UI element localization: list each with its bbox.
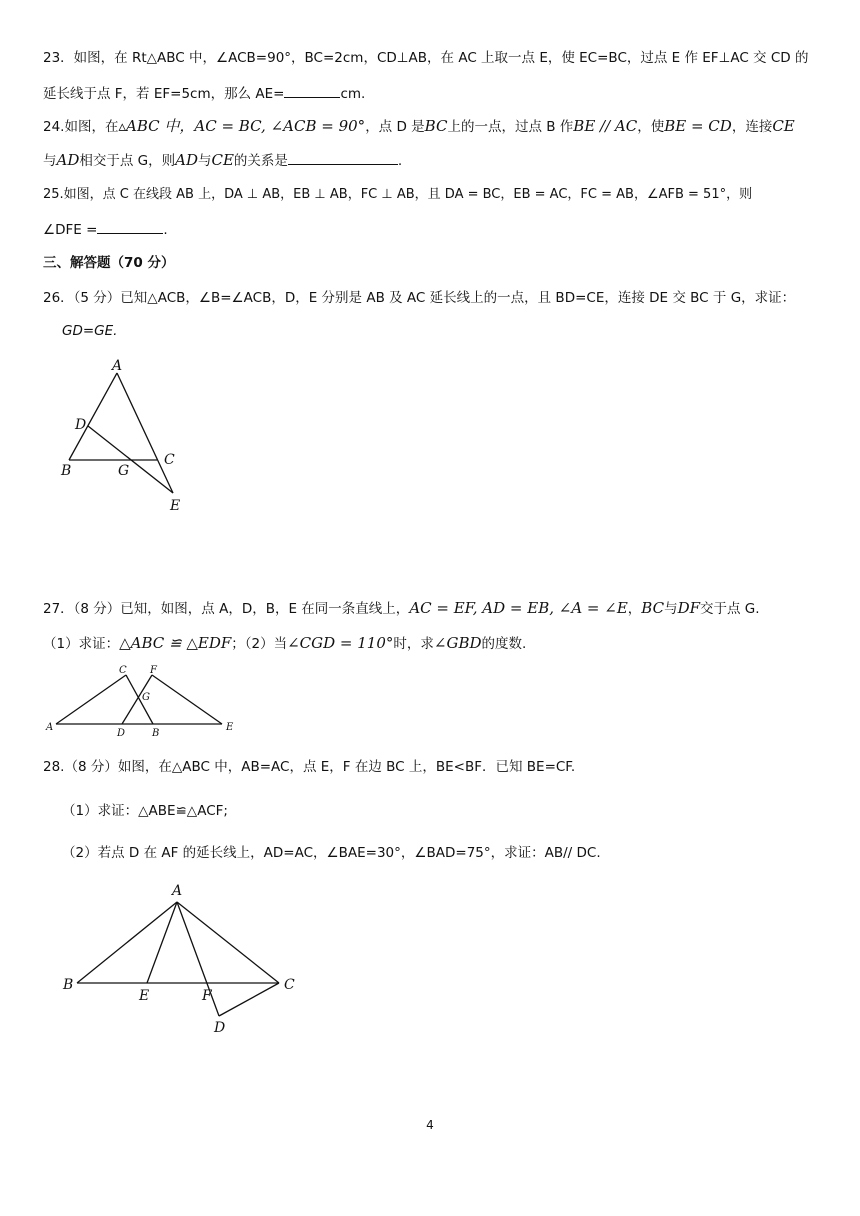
q27-math-2: BC — [641, 599, 665, 617]
q26-label-E: E — [170, 498, 181, 514]
q27-figure — [40, 662, 245, 742]
q27-label-F: F — [150, 665, 157, 676]
q27-line1 — [43, 598, 820, 619]
q28-label-B: B — [63, 977, 74, 993]
q24-math-1: ▵ABC 中，AC = BC, ∠ACB = 90° — [118, 117, 366, 135]
q26-label-B: B — [61, 463, 72, 479]
q27-label-C: C — [119, 665, 127, 676]
q28-label-C: C — [284, 977, 295, 993]
q28-label-F: F — [202, 988, 212, 1004]
q23-line2 — [43, 83, 820, 104]
q23-text-b: cm. — [340, 86, 366, 102]
q23-text-a: 延长线于点 F，若 EF=5cm，那么 AE= — [43, 86, 285, 102]
q28-label-D: D — [214, 1020, 226, 1036]
page-number: 4 — [426, 1118, 434, 1132]
q28-label-E: E — [139, 988, 150, 1004]
q23-answer-blank — [284, 83, 340, 98]
section-heading: 三、解答题（70 分） — [43, 255, 175, 271]
q27-text-d: 交于点 G. — [700, 601, 760, 617]
q25-line1: 25.如图，点 C 在线段 AB 上，DA ⊥ AB，EB ⊥ AB，FC ⊥ AB，且 DA = BC，EB = AC，FC = AB，∠AFB = 51°，则 — [43, 187, 753, 202]
q27-label-B: B — [152, 728, 160, 739]
q27-math-5: ∠CGD = 110° — [287, 634, 394, 652]
q27-label-G: G — [142, 692, 150, 703]
q24-text-a: 24.如图，在 — [43, 119, 119, 135]
q24-math-3: BE // AC — [573, 117, 638, 135]
q24-math-7: AD — [175, 151, 198, 169]
q24-text-i: 的关系是 — [233, 153, 288, 169]
q27-text-e: （1）求证： — [43, 636, 120, 652]
q27-text-b: ， — [627, 601, 642, 617]
q25-answer-blank — [97, 219, 163, 234]
q24-text-e: ，连接 — [731, 119, 773, 135]
q24-text-c: 上的一点，过点 B 作 — [447, 119, 574, 135]
q26-line2: GD=GE. — [62, 323, 118, 339]
q28-line3: （2）若点 D 在 AF 的延长线上，AD=AC，∠BAE=30°，∠BAD=75°，求证：AB// DC. — [62, 845, 601, 861]
q28-segment-DC — [219, 983, 279, 1016]
q27-segment-FE — [152, 675, 222, 724]
q24-math-6: AD — [56, 151, 80, 169]
q27-label-E: E — [226, 722, 234, 733]
q24-math-8: CE — [211, 151, 234, 169]
q24-math-5: CE — [772, 117, 795, 135]
q24-text-g: 相交于点 G，则 — [79, 153, 176, 169]
q27-math-6: ∠GBD — [433, 634, 482, 652]
q27-math-1: AC = EF, AD = EB, ∠A = ∠E — [409, 599, 628, 617]
q26-label-A: A — [112, 358, 123, 374]
q25-text-b: . — [163, 222, 168, 238]
q27-text-f: ；（2）当 — [231, 636, 288, 652]
q27-label-D: D — [117, 728, 126, 739]
q27-math-4: △ABC ≌ △EDF — [119, 634, 232, 652]
q26-label-G: G — [118, 463, 130, 479]
q27-text-g: 时，求 — [393, 636, 434, 652]
q26-label-C: C — [164, 452, 175, 468]
q24-line1 — [43, 116, 820, 137]
q27-text-a: 27．（8 分）已知，如图，点 A，D，B，E 在同一条直线上， — [43, 601, 410, 617]
q28-line2: （1）求证：△ABE≌△ACF; — [62, 803, 228, 819]
q27-text-h: 的度数. — [481, 636, 527, 652]
q24-math-2: BC — [424, 117, 448, 135]
q26-line1: 26．（5 分）已知△ACB，∠B=∠ACB，D，E 分别是 AB 及 AC 延长线上的一点，且 BD=CE，连接 DE 交 BC 于 G，求证： — [43, 290, 796, 306]
q24-text-h: 与 — [197, 153, 212, 169]
q28-label-A: A — [172, 883, 183, 899]
q24-line2 — [43, 150, 820, 171]
q27-text-c: 与 — [664, 601, 678, 617]
q26-figure — [55, 355, 195, 520]
q24-text-f: 与 — [43, 153, 57, 169]
q27-label-A: A — [46, 722, 54, 733]
q28-figure — [55, 875, 315, 1040]
q27-segment-AC — [56, 675, 126, 724]
q24-text-j: . — [397, 153, 403, 169]
q27-line2 — [43, 633, 820, 654]
q24-answer-blank — [288, 150, 398, 165]
q24-text-d: ，使 — [637, 119, 665, 135]
q25-line2 — [43, 219, 820, 240]
q25-text-a: ∠DFE = — [43, 222, 98, 238]
q24-text-b: ，点 D 是 — [365, 119, 425, 135]
q28-line1: 28.（8 分）如图，在△ABC 中，AB=AC，点 E，F 在边 BC 上，BE<BF．已知 BE=CF. — [43, 759, 576, 775]
q27-math-3: DF — [677, 599, 700, 617]
q26-label-D: D — [75, 417, 87, 433]
q23-line1: 23．如图，在 Rt△ABC 中，∠ACB=90°，BC=2cm，CD⊥AB，在 AC 上取一点 E，使 EC=BC，过点 E 作 EF⊥AC 交 CD 的 — [43, 50, 809, 66]
q24-math-4: BE = CD — [664, 117, 732, 135]
